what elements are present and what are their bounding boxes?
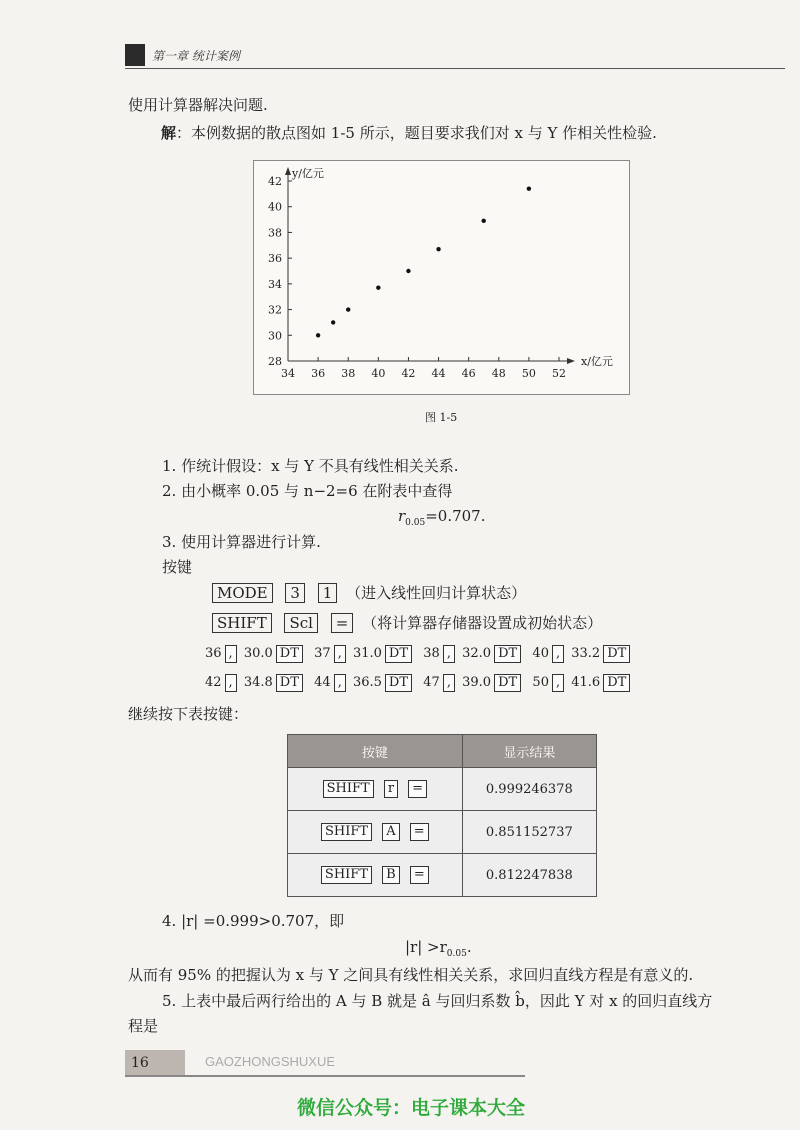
y-tick-label: 40: [268, 200, 282, 214]
y-axis-arrow-icon: [285, 167, 291, 175]
key-shift: SHIFT: [323, 780, 374, 798]
y-tick-label: 36: [268, 252, 282, 266]
scatter-plot-frame: [253, 160, 630, 395]
result-table: [287, 734, 597, 897]
footer-brand: GAOZHONGSHUXUE: [205, 1054, 336, 1069]
x-tick-label: 42: [401, 367, 416, 380]
entry-y: 32.0: [462, 646, 492, 661]
x-axis-arrow-icon: [567, 358, 575, 364]
x-tick-label: 38: [341, 367, 356, 380]
entry-y: 31.0: [352, 646, 382, 661]
table-header-keys: 按键: [288, 735, 463, 768]
key-dt: DT: [385, 674, 412, 692]
key-shift: SHIFT: [212, 613, 272, 633]
period: .: [466, 938, 472, 956]
data-point: [316, 333, 320, 337]
data-point: [406, 269, 410, 273]
entry-y: 30.0: [243, 646, 273, 661]
key-scl: Scl: [284, 613, 317, 633]
table-header-result: 显示结果: [462, 735, 596, 768]
entry-x: 37: [314, 646, 331, 661]
data-entry-row-2: [205, 674, 633, 692]
intro-text: 使用计算器解决问题.: [128, 96, 268, 114]
key-equals: =: [410, 866, 429, 884]
table-cell-value: 0.999246378: [462, 768, 596, 811]
entry-y: 36.5: [352, 675, 382, 690]
watermark-text: 微信公众号：电子课本大全: [297, 1097, 526, 1119]
chapter-marker: [125, 44, 145, 66]
chapter-title: 第一章 统计案例: [152, 49, 240, 63]
y-tick-label: 32: [268, 303, 282, 317]
key-shift: SHIFT: [321, 866, 372, 884]
r-symbol: r: [398, 507, 406, 525]
entry-y: 39.0: [462, 675, 492, 690]
table-row: [288, 811, 597, 854]
step-5-cont: 程是: [128, 1017, 159, 1035]
key-dt: DT: [385, 645, 412, 663]
key-row-mode: [208, 582, 526, 603]
y-tick-label: 34: [268, 277, 282, 291]
step-4: 4. |r| =0.999>0.707，即: [162, 912, 345, 930]
entry-y: 33.2: [571, 646, 601, 661]
key-dt: DT: [603, 674, 630, 692]
data-entry-row-1: [205, 645, 633, 663]
step-4-equation: [405, 938, 472, 959]
figure-caption: 图 1-5: [425, 411, 458, 424]
page-number: 16: [125, 1050, 185, 1076]
key-a: A: [382, 823, 399, 841]
table-row: [288, 768, 597, 811]
key-row-shift-scl: [208, 612, 602, 633]
table-cell-value: 0.812247838: [462, 854, 596, 897]
header-divider: [125, 68, 785, 69]
r-subscript: 0.05: [446, 949, 467, 959]
data-point: [527, 187, 531, 191]
footer-divider: [125, 1075, 525, 1077]
key-dt: DT: [276, 645, 303, 663]
y-tick-label: 28: [268, 355, 282, 368]
key-1: 1: [318, 583, 338, 603]
y-tick-label: 30: [268, 329, 282, 343]
r-subscript: 0.05: [405, 518, 426, 528]
data-point: [346, 307, 350, 311]
entry-x: 38: [423, 646, 440, 661]
y-tick-label: 38: [268, 226, 282, 240]
key-comma: ,: [443, 645, 455, 663]
table-row: [288, 854, 597, 897]
entry-x: 47: [423, 675, 440, 690]
key-row-scl-note: （将计算器存储器设置成初始状态）: [362, 614, 603, 632]
entry-x: 42: [205, 675, 222, 690]
key-r: r: [384, 780, 398, 798]
step-2-equation: [398, 507, 486, 528]
x-tick-label: 34: [281, 367, 295, 380]
key-row-mode-note: （进入线性回归计算状态）: [346, 584, 527, 602]
continue-text: 继续按下表按键：: [128, 705, 249, 723]
table-cell-keys: [288, 768, 463, 811]
key-b: B: [382, 866, 400, 884]
entry-x: 36: [205, 646, 222, 661]
x-axis-label: x/亿元: [581, 355, 613, 368]
conclusion-text: 从而有 95% 的把握认为 x 与 Y 之间具有线性相关关系，求回归直线方程是有意义的.: [128, 966, 694, 984]
table-cell-keys: [288, 811, 463, 854]
x-tick-label: 50: [521, 367, 536, 380]
key-shift: SHIFT: [321, 823, 372, 841]
solution-line: [161, 122, 657, 143]
key-dt: DT: [494, 674, 521, 692]
data-point: [376, 286, 380, 290]
x-tick-label: 36: [311, 367, 326, 380]
data-point: [331, 320, 335, 324]
data-point: [482, 219, 486, 223]
entry-y: 41.6: [571, 675, 601, 690]
key-comma: ,: [225, 674, 237, 692]
r-value: =0.707.: [425, 507, 486, 525]
table-cell-keys: [288, 854, 463, 897]
table-cell-value: 0.851152737: [462, 811, 596, 854]
key-comma: ,: [225, 645, 237, 663]
key-3: 3: [285, 583, 305, 603]
step-5: 5. 上表中最后两行给出的 A 与 B 就是 â 与回归系数 b̂，因此 Y 对 x 的回归直线方: [162, 992, 713, 1010]
step-2: 2. 由小概率 0.05 与 n−2=6 在附表中查得: [162, 482, 453, 500]
x-tick-label: 48: [491, 367, 506, 380]
key-comma: ,: [552, 645, 564, 663]
key-comma: ,: [334, 645, 346, 663]
entry-x: 44: [314, 675, 331, 690]
key-dt: DT: [603, 645, 630, 663]
abs-r-symbol: |r| >r: [405, 938, 447, 956]
entry-y: 34.8: [243, 675, 273, 690]
key-equals: =: [408, 780, 427, 798]
step-1: 1. 作统计假设：x 与 Y 不具有线性相关关系.: [162, 457, 459, 475]
y-axis-label: y/亿元: [292, 167, 324, 180]
key-comma: ,: [552, 674, 564, 692]
x-tick-label: 44: [431, 367, 446, 380]
key-equals: =: [331, 613, 354, 633]
step-3: 3. 使用计算器进行计算.: [162, 533, 321, 551]
y-tick-label: 42: [268, 175, 282, 188]
x-tick-label: 46: [461, 367, 476, 380]
key-dt: DT: [276, 674, 303, 692]
x-tick-label: 52: [552, 367, 566, 380]
key-equals: =: [410, 823, 429, 841]
data-point: [436, 247, 440, 251]
entry-x: 50: [532, 675, 549, 690]
key-comma: ,: [443, 674, 455, 692]
solution-text: ：本例数据的散点图如 1-5 所示，题目要求我们对 x 与 Y 作相关性检验.: [176, 124, 657, 142]
keypress-label: 按键: [162, 558, 193, 576]
table-header-row: [288, 735, 597, 768]
key-comma: ,: [334, 674, 346, 692]
entry-x: 40: [532, 646, 549, 661]
solution-label: 解: [161, 124, 177, 142]
key-mode: MODE: [212, 583, 273, 603]
scatter-plot: [254, 161, 629, 394]
x-tick-label: 40: [371, 367, 386, 380]
key-dt: DT: [494, 645, 521, 663]
